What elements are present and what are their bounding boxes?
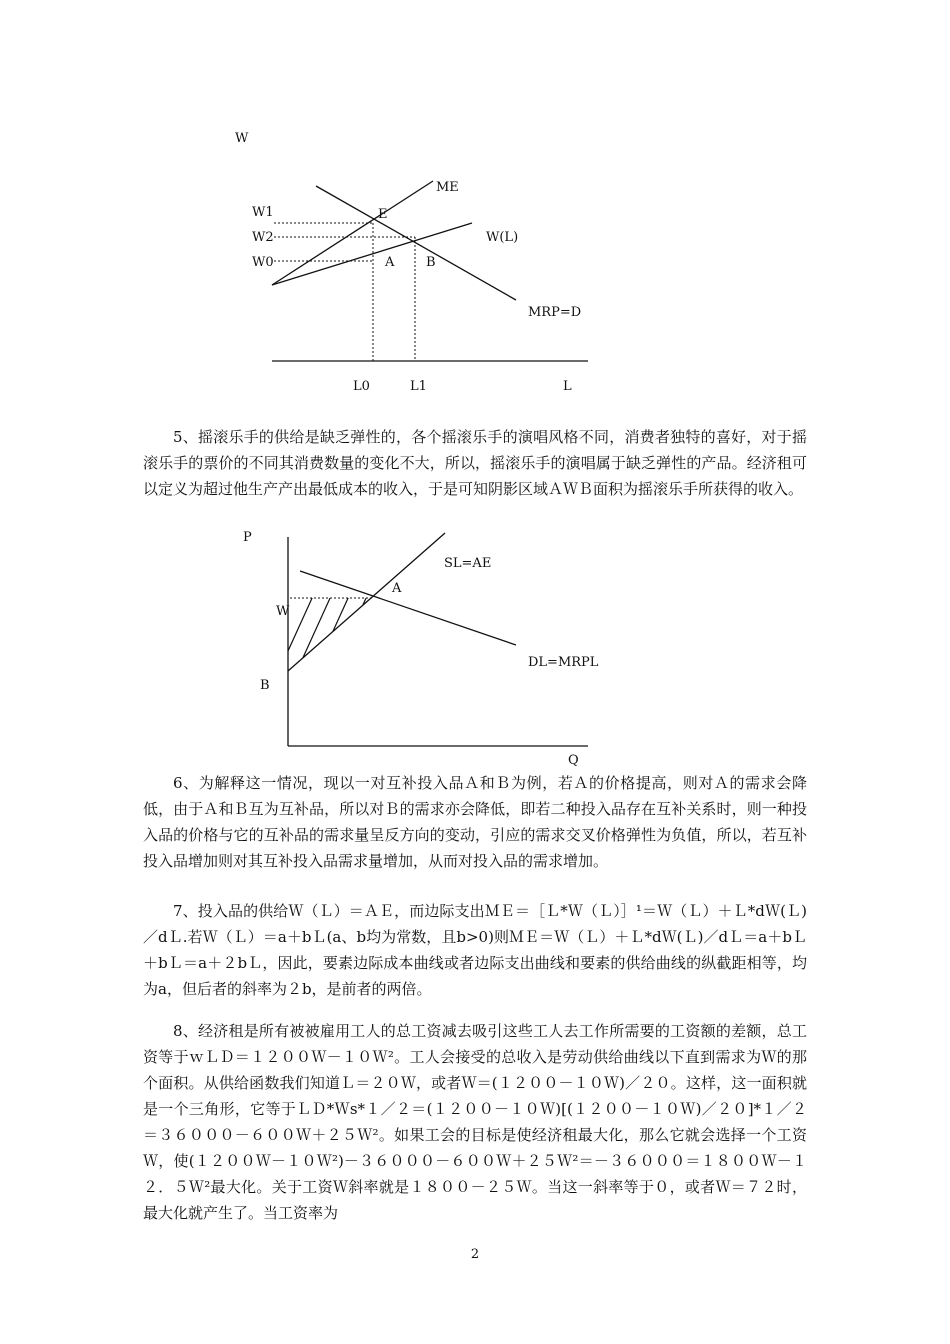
point-e-label: E [378,207,388,222]
figure-1-svg [0,120,950,410]
figure-2 [0,525,950,770]
wl-label: W(L) [486,230,519,245]
paragraph-5: 5、摇滚乐手的供给是缺乏弹性的，各个摇滚乐手的演唱风格不同，消费者独特的喜好，对于摇滚乐手的票价的不同其消费数量的变化不大，所以，摇滚乐手的演唱属于缺乏弹性的产品。经济租可以定义为超过他生产产出最低成本的收入，于是可知阴影区域ＡＷＢ面积为摇滚乐手所获得的收入。 [143,428,807,498]
w1-label: W1 [252,205,274,220]
me-curve [272,181,433,285]
l0-label: L0 [353,379,370,394]
l1-label: L1 [410,379,427,394]
supply-curve [288,533,445,671]
mrp-label: MRP=D [528,305,582,320]
w2-label: W2 [252,230,274,245]
x-axis-label: L [563,379,572,394]
point-a-label: A [385,255,395,270]
guide-lines [274,223,415,361]
figure-1 [0,120,950,410]
paragraph-6: 6、为解释这一情况，现以一对互补投入品Ａ和Ｂ为例，若Ａ的价格提高，则对Ａ的需求会降低，由于Ａ和Ｂ互为互补品，所以对Ｂ的需求亦会降低，即若二种投入品存在互补关系时，则一种投入品的价格与它的互补品的需求量呈反方向的变动，引应的需求交叉价格弹性为负值，所以，若互补投入品增加则对其互补投入品需求量增加，从而对投入品的需求增加。 [143,774,807,870]
point-b-label: B [426,255,436,270]
demand-curve [300,571,516,645]
x-axis-label: Q [568,753,579,768]
y-axis-label: W [235,131,249,146]
me-label: ME [436,180,459,195]
wl-curve [272,223,472,285]
shaded-rent-area [268,585,372,695]
supply-label: SL=AE [444,556,492,571]
y-axis-label: P [243,530,252,545]
figure-2-svg [0,525,950,770]
paragraph-8: 8、经济租是所有被被雇用工人的总工资减去吸引这些工人去工作所需要的工资额的差额，总工资等于ｗＬＤ＝１２００Ｗ－１０Ｗ²。工人会接受的总收入是劳动供给曲线以下直到需求为Ｗ的那个面积。从供给函数我们知道Ｌ＝２０Ｗ，或者Ｗ＝(１２００－１０Ｗ)／２０。这样，这一面积就是一个三角形，它等于ＬＤ*Ｗs*１／２＝(１２００－１０Ｗ)[(１２００－１０Ｗ)／２０]*１／２＝３６０００－６００Ｗ＋２５Ｗ²。如果工会的目标是使经济租最大化，那么它就会选择一个工资Ｗ，使(１２００Ｗ－１０Ｗ²)－３６０００－６００Ｗ＋２５Ｗ²＝－３６０００＝１８００Ｗ－１２．５Ｗ²最大化。关于工资Ｗ斜率就是１８００－２５Ｗ。当这一斜率等于０，或者Ｗ＝７２时，最大化就产生了。当工资率为 [143,1022,807,1222]
b-label: B [260,678,270,693]
w0-label: W0 [252,255,274,270]
demand-label: DL=MRPL [528,655,599,670]
point-a-label: A [392,581,402,596]
page-number: 2 [470,1247,480,1262]
paragraph-7: 7、投入品的供给Ｗ（Ｌ）＝ＡＥ，而边际支出ＭＥ＝［Ｌ*Ｗ（Ｌ）］¹＝Ｗ（Ｌ）＋Ｌ*dＷ(Ｌ)／dＬ.若Ｗ（Ｌ）＝a＋bＬ(a、b均为常数，且b>0)则ＭＥ＝Ｗ（Ｌ）＋Ｌ*dＷ(Ｌ)／dＬ＝a＋bＬ＋bＬ＝a＋２bＬ，因此，要素边际成本曲线或者边际支出曲线和要素的供给曲线的纵截距相等，均为a，但后者的斜率为２b，是前者的两倍。 [143,902,807,998]
w-label: W [276,604,290,619]
